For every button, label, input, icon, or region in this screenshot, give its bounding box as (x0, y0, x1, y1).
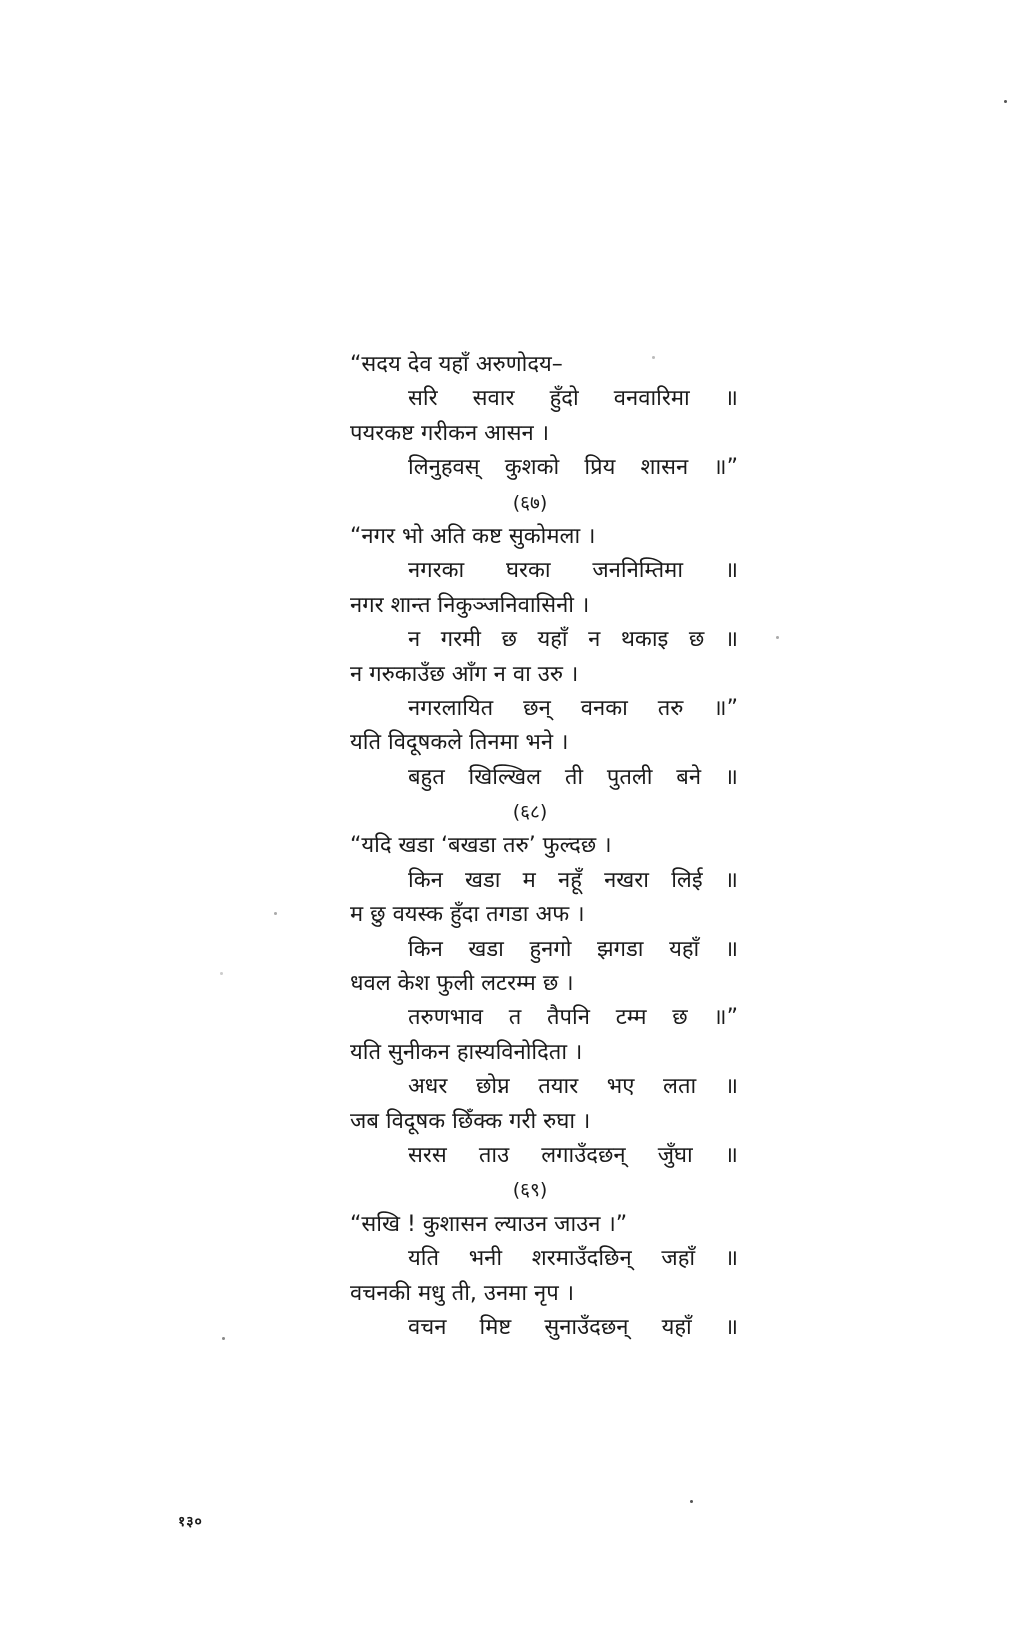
verse-line-indented (350, 1311, 750, 1345)
verse-line-indented (350, 1001, 750, 1035)
verse-line: “यदि खडा ‘बखडा तरु’ फुल्दछ । (350, 833, 612, 859)
verse-number: (६७) (512, 491, 548, 514)
scan-speck (274, 912, 277, 915)
verse-line: “सखि ! कुशासन ल्याउन जाउन ।” (350, 1211, 628, 1237)
scan-speck (776, 636, 779, 639)
verse-line-indented (350, 451, 750, 485)
scan-speck (222, 1337, 225, 1340)
verse-line-indented (350, 864, 750, 898)
verse-line-text: वचन मिष्ट सुनाउँदछन् यहाँ ॥ (408, 1314, 738, 1340)
verse-line-indented (350, 1139, 750, 1173)
verse-line: “सदय देव यहाँ अरुणोदय– (350, 352, 563, 377)
scan-speck (1004, 100, 1007, 103)
verse-line-text: तरुणभाव त तैपनि टम्म छ ॥” (408, 1005, 738, 1031)
verse-line: म छु वयस्क हुँदा तगडा अफ । (350, 902, 585, 928)
verse-line-indented (350, 692, 750, 726)
verse-line-text: नगरका घरका जननिम्तिमा ॥ (408, 558, 738, 584)
verse-line-indented (350, 1070, 750, 1104)
verse-line-text: सरि सवार हुँदो वनवारिमा ॥ (408, 386, 738, 412)
verse-line-text: लिनुहवस् कुशको प्रिय शासन ॥” (408, 455, 738, 481)
verse-line-indented (350, 1242, 750, 1276)
scan-speck (652, 356, 655, 359)
poem-text-block (350, 348, 750, 1345)
scan-speck (220, 972, 223, 975)
verse-line: न गरुकाउँछ आँग न वा उरु । (350, 661, 579, 687)
verse-number: (६८) (512, 801, 548, 824)
page-number: १३० (178, 1514, 203, 1530)
verse-line-indented (350, 554, 750, 588)
verse-line-indented (350, 761, 750, 795)
verse-line: यति विदूषकले तिनमा भने । (350, 730, 569, 756)
verse-line: पयरकष्ट गरीकन आसन । (350, 420, 550, 446)
verse-line-text: सरस ताउ लगाउँदछन् जुँघा ॥ (408, 1142, 738, 1168)
verse-line-indented (350, 382, 750, 416)
verse-line: नगर शान्त निकुञ्जनिवासिनी । (350, 592, 590, 618)
verse-line-text: न गरमी छ यहाँ न थकाइ छ ॥ (408, 627, 738, 653)
scan-speck (690, 1500, 693, 1503)
verse-line: “नगर भो अति कष्ट सुकोमला । (350, 523, 596, 549)
verse-line: जब विदूषक छिँक्क गरी रुघा । (350, 1108, 591, 1134)
verse-line-text: किन खडा हुनगो झगडा यहाँ ॥ (408, 936, 738, 962)
verse-line: वचनकी मधु ती, उनमा नृप । (350, 1280, 575, 1306)
verse-line-indented (350, 623, 750, 657)
verse-line-text: अधर छोप्न तयार भए लता ॥ (408, 1074, 738, 1100)
verse-line-indented (350, 933, 750, 967)
verse-line-text: बहुत खिल्खिल ती पुतली बने ॥ (408, 764, 738, 790)
verse-line-text: नगरलायित छन् वनका तरु ॥” (408, 695, 738, 721)
verse-line-text: यति भनी शरमाउँदछिन् जहाँ ॥ (408, 1246, 738, 1272)
verse-number: (६९) (512, 1179, 548, 1202)
verse-line: यति सुनीकन हास्यविनोदिता । (350, 1039, 583, 1065)
verse-line: धवल केश फुली लटरम्म छ । (350, 971, 574, 997)
verse-line-text: किन खडा म नहूँ नखरा लिई ॥ (408, 867, 738, 893)
